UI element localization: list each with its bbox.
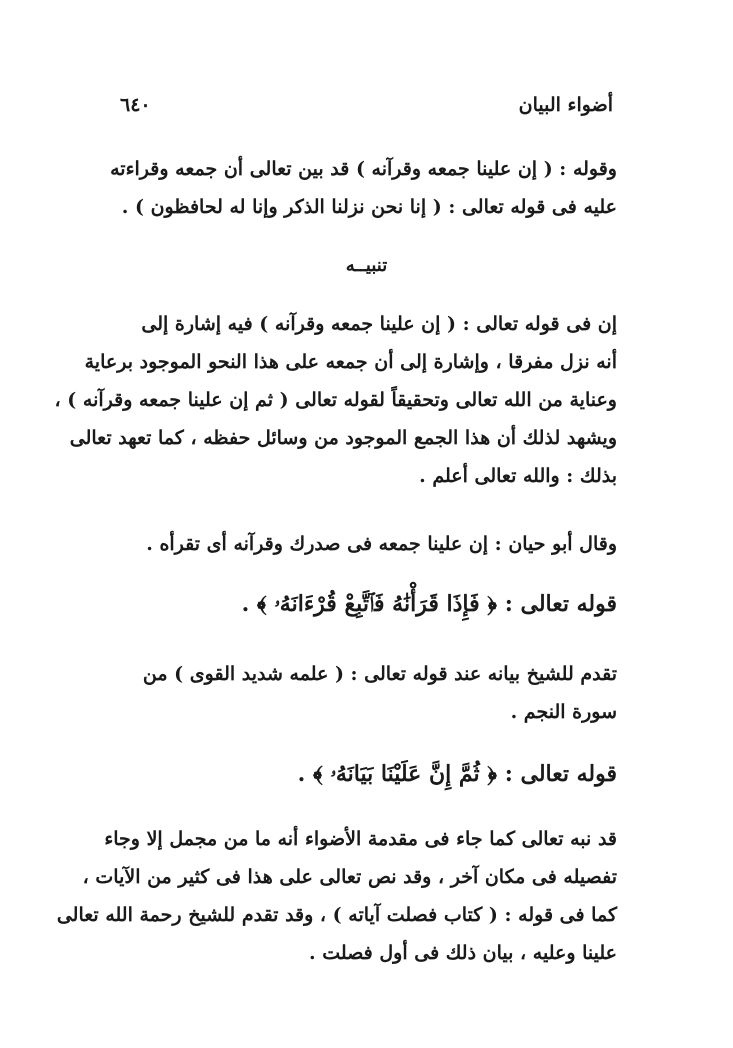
paragraph-1 xyxy=(112,150,617,226)
text-line: كما فى قوله : ( كتاب فصلت آياته ) ، وقد تقدم للشيخ رحمة الله تعالى xyxy=(56,904,617,926)
paragraph-3 xyxy=(146,525,617,563)
verse-line-1 xyxy=(241,585,617,623)
paragraph-4 xyxy=(112,655,617,731)
text-line: أنه نزل مفرقا ، وإشارة إلى أن جمعه على هذا النحو الموجود برعاية xyxy=(84,351,617,373)
text-line: سورة النجم . xyxy=(510,701,617,723)
text-line: قد نبه تعالى كما جاء فى مقدمة الأضواء أنه ما من مجمل إلا وجاء xyxy=(104,828,617,850)
text-line: ويشهد لذلك أن هذا الجمع الموجود من وسائل حفظه ، كما تعهد تعالى xyxy=(69,427,617,449)
text-line: وعناية من الله تعالى وتحقيقاً لقوله تعالى ( ثم إن علينا جمعه وقرآنه ) ، xyxy=(54,389,617,411)
verse-line-2 xyxy=(297,755,617,793)
page-number: ٦٤٠ xyxy=(120,94,151,116)
book-title: أضواء البيان xyxy=(518,94,613,116)
text-line: وقال أبو حيان : إن علينا جمعه فى صدرك وقرآنه أى تقرأه . xyxy=(146,533,617,555)
paragraph-2 xyxy=(54,305,617,495)
paragraph-5 xyxy=(56,820,617,972)
text-line: تقدم للشيخ بيانه عند قوله تعالى : ( علمه شديد القوى ) من xyxy=(142,663,617,685)
text-line: عليه فى قوله تعالى : ( إنا نحن نزلنا الذكر وإنا له لحافظون ) . xyxy=(121,196,617,218)
quran-verse: قوله تعالى : ﴿ ثُمَّ إِنَّ عَلَيْنَا بَيَانَهُۥ ﴾ . xyxy=(297,761,617,787)
text-line: إن فى قوله تعالى : ( إن علينا جمعه وقرآنه ) فيه إشارة إلى xyxy=(141,313,617,335)
text-line: بذلك : والله تعالى أعلم . xyxy=(419,465,617,487)
section-heading: تنبيــه xyxy=(345,255,388,276)
page-header xyxy=(120,90,613,120)
text-line: تفصيله فى مكان آخر ، وقد نص تعالى على هذا فى كثير من الآيات ، xyxy=(82,866,617,888)
quran-verse: قوله تعالى : ﴿ فَإِذَا قَرَأْنَٰهُ فَٱتَّبِعْ قُرْءَانَهُۥ ﴾ . xyxy=(241,591,617,617)
text-line: علينا وعليه ، بيان ذلك فى أول فصلت . xyxy=(309,942,617,964)
text-line: وقوله : ( إن علينا جمعه وقرآنه ) قد بين تعالى أن جمعه وقراءته xyxy=(110,158,617,180)
